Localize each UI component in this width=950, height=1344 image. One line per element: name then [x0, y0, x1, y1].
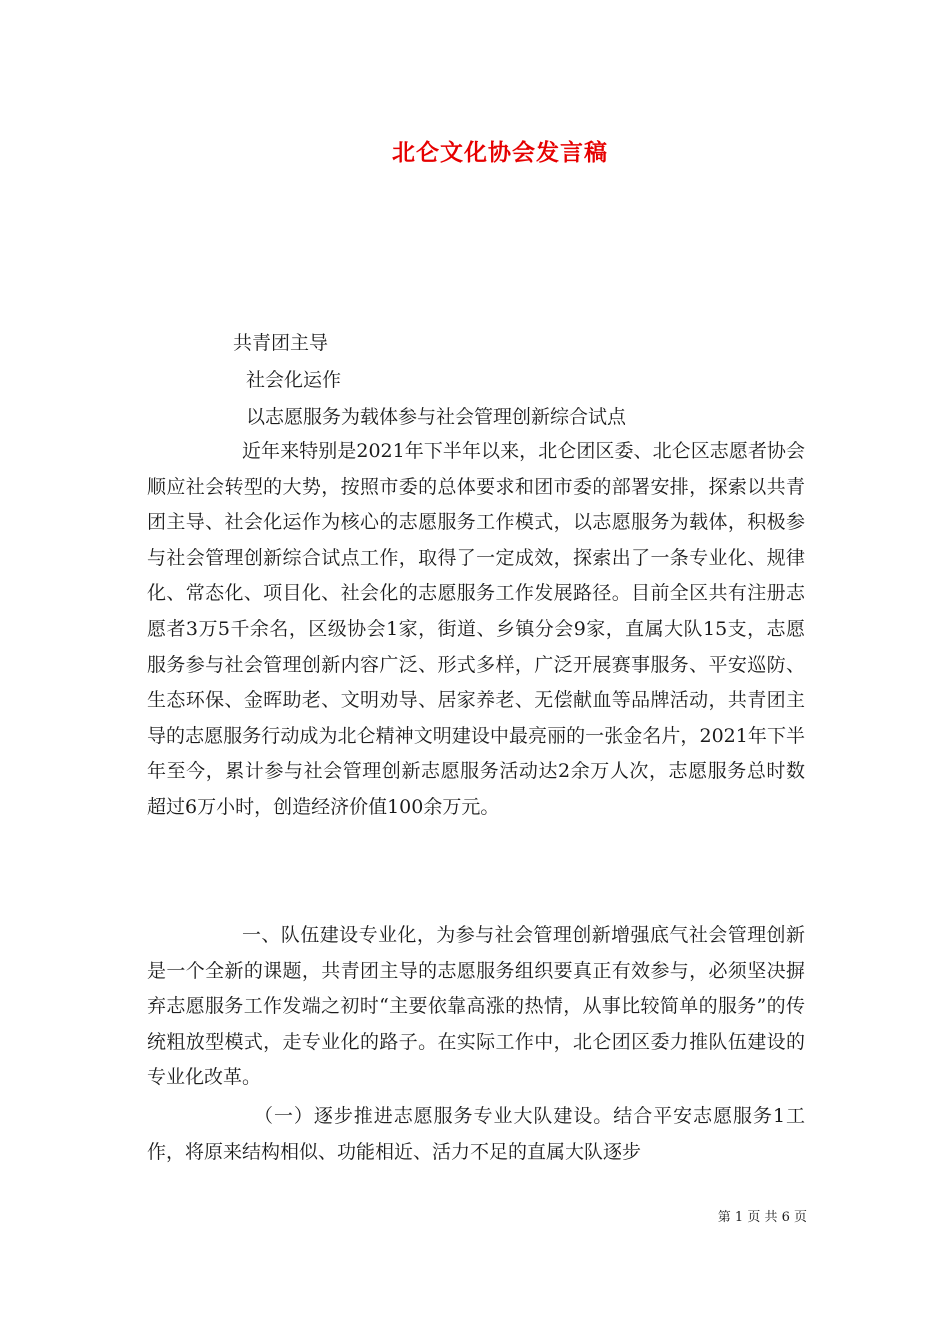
- paragraph-section-1: 一、队伍建设专业化，为参与社会管理创新增强底气社会管理创新是一个全新的课题，共青团主导的志愿服务组织要真正有效参与，必须坚决摒弃志愿服务工作发端之初时“主要依靠高涨的热情，从事比较简单的服务”的传统粗放型模式，走专业化的路子。在实际工作中，北仑团区委力推队伍建设的专业化改革。: [147, 924, 805, 1089]
- document-title: 北仑文化协会发言稿: [392, 139, 608, 166]
- paragraph-subsection-1: （一）逐步推进志愿服务专业大队建设。结合平安志愿服务1工作，将原来结构相似、功能相近、活力不足的直属大队逐步: [147, 1105, 805, 1163]
- subtitle-line-1: 共青团主导: [233, 332, 329, 354]
- subtitle-line-3: 以志愿服务为载体参与社会管理创新综合试点: [246, 406, 627, 428]
- subtitle-line-2: 社会化运作: [246, 369, 342, 391]
- page-number: 第 1 页 共 6 页: [717, 1210, 807, 1225]
- paragraph-intro: 近年来特别是2021年下半年以来，北仑团区委、北仑区志愿者协会顺应社会转型的大势，按照市委的总体要求和团市委的部署安排，探索以共青团主导、社会化运作为核心的志愿服务工作模式，以志愿服务为载体，积极参与社会管理创新综合试点工作，取得了一定成效，探索出了一条专业化、规律化、常态化、项目化、社会化的志愿服务工作发展路径。目前全区共有注册志愿者3万5千余名，区级协会1家，街道、乡镇分会9家，直属大队15支，志愿服务参与社会管理创新内容广泛、形式多样，广泛开展赛事服务、平安巡防、生态环保、金晖助老、文明劝导、居家养老、无偿献血等品牌活动，共青团主导的志愿服务行动成为北仑精神文明建设中最亮丽的一张金名片，2021年下半年至今，累计参与社会管理创新志愿服务活动达2余万人次，志愿服务总时数超过6万小时，创造经济价值100余万元。: [147, 440, 805, 818]
